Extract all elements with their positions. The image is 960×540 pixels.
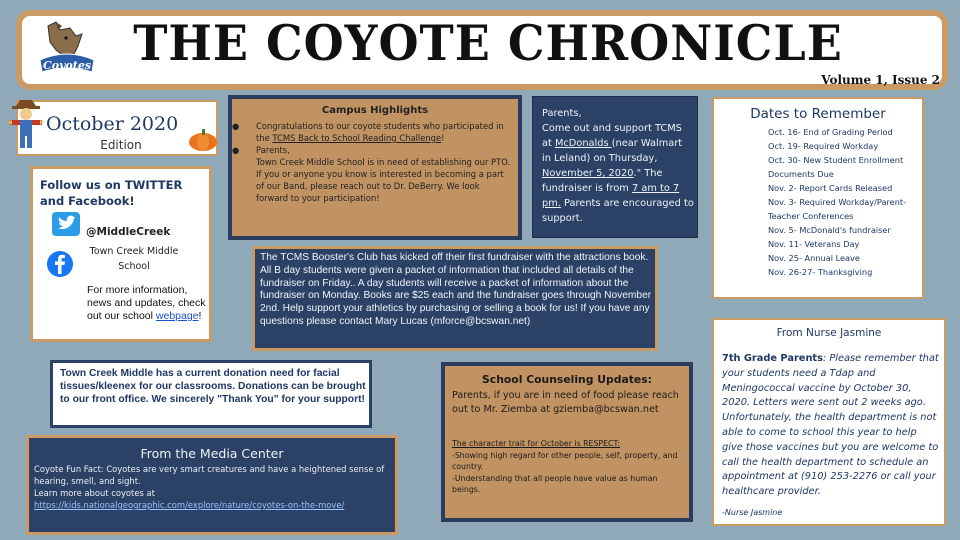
fundraiser-time-intro: ." The fundraiser is from	[542, 168, 663, 194]
fundraiser-closing: Parents are encouraged to support.	[542, 198, 694, 224]
media-center-text	[34, 463, 392, 511]
twitter-icon[interactable]	[52, 212, 80, 236]
newsletter-title: THE COYOTE CHRONICLE	[133, 14, 843, 72]
list-item: Nov. 2- Report Cards Released	[768, 183, 893, 193]
nurse-text	[722, 352, 940, 500]
webpage-link[interactable]: webpage	[155, 310, 199, 322]
trait-heading: The character trait for October is RESPECT:	[452, 439, 621, 448]
campus-highlights-list	[232, 120, 512, 204]
fundraiser-text	[542, 106, 694, 226]
edition-subtitle: Edition	[100, 138, 142, 152]
trait-point: -Showing high regard for other people, self, property, and country.	[452, 450, 678, 472]
campus-item-2-head: Parents,	[256, 145, 290, 155]
list-item: ● Congratulations to our coyote students who participated in the TCMS Back to School Reading Challenge!	[232, 121, 504, 143]
fundraiser-date: November 5, 2020	[542, 168, 634, 179]
list-item: Nov. 3- Required Workday/Parent-Teacher Conferences	[768, 197, 907, 221]
character-trait	[452, 438, 688, 496]
svg-text:Coyotes: Coyotes	[42, 59, 92, 72]
coyote-fun-fact: Coyote Fun Fact: Coyotes are very smart creatures and have a heightened sense of hearing, smell, and sight.	[34, 464, 385, 486]
nurse-lead: 7th Grade Parents	[722, 353, 823, 364]
fundraiser-location: (near Walmart in Leland) on Thursday,	[542, 138, 683, 164]
nurse-title: From Nurse Jasmine	[776, 327, 882, 339]
edition-title: October 2020	[46, 113, 179, 135]
media-center-title: From the Media Center	[140, 446, 284, 461]
more-info-end: !	[198, 310, 202, 322]
donation-text: Town Creek Middle has a current donation need for facial tissues/kleenex for our classrooms. Donations can be brought to our front office. We sincerely "Thank You" for your support!	[60, 368, 366, 405]
dates-title: Dates to Remember	[750, 106, 886, 122]
mcdonalds-link[interactable]: McDonalds	[554, 138, 612, 149]
dates-list	[768, 125, 920, 279]
list-item: Oct. 30- New Student Enrollment Documents Due	[768, 155, 904, 179]
list-item: Nov. 26-27- Thanksgiving	[768, 267, 873, 277]
twitter-handle[interactable]: @MiddleCreek	[86, 226, 171, 238]
counseling-title: School Counseling Updates:	[482, 373, 652, 386]
more-info-text	[87, 284, 211, 323]
nat-geo-link[interactable]: https://kids.nationalgeographic.com/explore/nature/coyotes-on-the-move/	[34, 500, 345, 510]
campus-highlights-title: Campus Highlights	[321, 105, 429, 116]
list-item: Oct. 16- End of Grading Period	[768, 127, 893, 137]
more-info-body: For more information, news and updates, check out our school	[87, 284, 206, 322]
social-title: Follow us on TWITTER and Facebook!	[40, 178, 183, 208]
list-item: Nov. 11- Veterans Day	[768, 239, 860, 249]
trait-point: -Understanding that all people have value as human beings.	[452, 473, 658, 495]
campus-item-1-post: !	[441, 133, 445, 143]
reading-challenge-link[interactable]: TCMS Back to School Reading Challenge	[272, 133, 442, 143]
counseling-text: Parents, if you are in need of food please reach out to Mr. Ziemba at gziemba@bcswan.net	[452, 390, 679, 415]
fundraiser-greeting: Parents,	[542, 108, 582, 119]
nurse-signature: -Nurse Jasmine	[722, 508, 783, 517]
boosters-text: The TCMS Booster's Club has kicked off their first fundraiser with the attractions book. All B day students were given a packet of information that included all details of the fundraiser on Friday.. A day students will receive a packet of information about the fundraiser on Monday. Books are $25 each and the fundraiser goes through November 2nd. Help support your athletics by purchasing or selling a book for us! If you have any questions please contact Mary Lucas (mforce@bcswan.net)	[260, 252, 652, 327]
nurse-body: : Please remember that your students need a Tdap and Meningococcal vaccine by October 30, 2020. Letters were sent out 2 weeks ago. Unfortunately, the health department is not able to come to school this year to help give those vaccines but you are welcome to call the health department to schedule an appointment at (910) 253-2276 or call your healthcare provider.	[722, 353, 939, 498]
list-item: Nov. 5- McDonald's fundraiser	[768, 225, 891, 235]
learn-more-text: Learn more about coyotes at	[34, 488, 155, 498]
coyote-logo	[36, 20, 98, 78]
facebook-icon[interactable]	[46, 250, 74, 278]
list-item: ● Parents, Town Creek Middle School is in need of establishing our PTO. If you or anyone you know is interested in becoming a part of our Band, please reach out to Dr. DeBerry. We look forward to your participation!	[232, 145, 511, 203]
campus-item-1-pre: Congratulations to our coyote students who participated in the	[256, 121, 504, 143]
list-item: Nov. 25- Annual Leave	[768, 253, 860, 263]
volume-issue: Volume 1, Issue 2	[821, 73, 940, 87]
school-name: Town Creek Middle School	[89, 246, 179, 272]
campus-item-2-body: Town Creek Middle School is in need of establishing our PTO. If you or anyone you know is interested in becoming a part of our Band, please reach out to Dr. DeBerry. We look forward to your participation!	[256, 157, 511, 203]
fundraiser-time: 7 am to 7 pm.	[542, 183, 680, 209]
pumpkin-icon	[188, 126, 218, 152]
fundraiser-line: Come out and support TCMS at	[542, 123, 682, 149]
scarecrow-icon	[8, 98, 44, 150]
list-item: Oct. 19- Required Workday	[768, 141, 879, 151]
